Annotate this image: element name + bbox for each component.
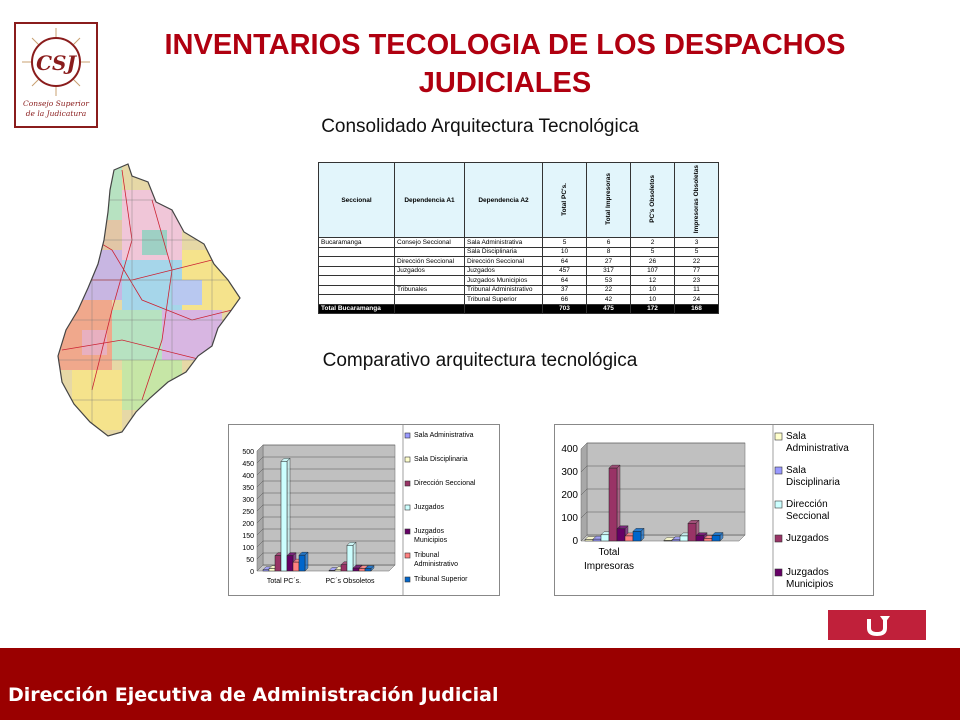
table-cell — [395, 304, 465, 314]
table-cell: 64 — [543, 276, 587, 286]
legend-label: Juzgados — [786, 567, 829, 578]
y-tick-label: 200 — [242, 521, 254, 528]
chart-impresoras-plot — [555, 425, 873, 595]
legend-swatch — [775, 467, 782, 474]
table-cell: Tribunal Superior — [465, 295, 543, 305]
legend-swatch — [405, 481, 410, 486]
section-title-comparativo: Comparativo arquitectura tecnológica — [322, 350, 638, 371]
y-tick-label: 0 — [250, 569, 254, 576]
y-tick-label: 300 — [242, 497, 254, 504]
table-cell: 11 — [675, 285, 719, 295]
table-cell: 27 — [587, 257, 631, 267]
table-cell: Consejo Seccional — [395, 238, 465, 248]
legend-label: Juzgados — [786, 533, 829, 544]
legend-label: Sala — [786, 465, 807, 476]
x-tick-label: Total PC´s. — [266, 578, 302, 585]
bar — [299, 552, 308, 571]
chart-pcs-plot — [229, 425, 499, 595]
legend-label: Tribunal — [414, 552, 440, 559]
table-cell: Dirección Seccional — [465, 257, 543, 267]
table-cell: 53 — [587, 276, 631, 286]
table-cell: 5 — [543, 238, 587, 248]
y-tick-label: 400 — [561, 444, 578, 455]
table-cell — [319, 266, 395, 276]
table-cell: 10 — [631, 295, 675, 305]
csj-logo — [14, 22, 98, 128]
return-button[interactable] — [828, 610, 926, 640]
legend-swatch — [775, 569, 782, 576]
legend-item — [405, 504, 444, 511]
table-cell — [319, 285, 395, 295]
chart-impresoras — [554, 424, 874, 596]
table-cell: 10 — [543, 247, 587, 257]
header-impresoras-obsoletas: Impresoras Obsoletas — [675, 163, 719, 238]
legend-item — [775, 533, 829, 544]
legend-label: Sala Disciplinaria — [414, 456, 468, 463]
table-row — [319, 257, 719, 267]
x-tick-label: Impresoras — [583, 561, 635, 572]
table-cell: 77 — [675, 266, 719, 276]
table-cell: Total Bucaramanga — [319, 304, 395, 314]
table-cell: Juzgados Municipios — [465, 276, 543, 286]
legend-label: Municipios — [786, 579, 834, 590]
legend-label: Municipios — [414, 537, 448, 544]
table-cell: Sala Administrativa — [465, 238, 543, 248]
legend-item — [775, 499, 829, 522]
logo-initials: CSJ — [36, 51, 76, 75]
table-cell: 168 — [675, 304, 719, 314]
legend-item — [405, 456, 468, 463]
table-cell: 66 — [543, 295, 587, 305]
legend-label: Tribunal Superior — [414, 576, 468, 583]
page-title: INVENTARIOS TECOLOGIA DE LOS DESPACHOS JUDICIALES — [164, 29, 846, 99]
table-cell: 317 — [587, 266, 631, 276]
table-cell: 24 — [675, 295, 719, 305]
footer-bar — [0, 648, 960, 720]
legend-label: Administrativo — [414, 561, 458, 568]
table-cell — [395, 295, 465, 305]
legend-label: Administrativa — [786, 443, 849, 454]
region-map — [52, 160, 248, 442]
legend-item — [405, 552, 458, 568]
legend-swatch — [775, 433, 782, 440]
y-tick-label: 350 — [242, 485, 254, 492]
table-cell: 703 — [543, 304, 587, 314]
table-cell: 5 — [675, 247, 719, 257]
legend-swatch — [775, 501, 782, 508]
table-cell — [395, 276, 465, 286]
y-tick-label: 450 — [242, 461, 254, 468]
y-tick-label: 200 — [561, 490, 578, 501]
svg-text:Consejo Superior: Consejo Superior — [23, 99, 89, 108]
table-row — [319, 285, 719, 295]
chart-pcs — [228, 424, 500, 596]
legend-swatch — [405, 433, 410, 438]
y-tick-label: 400 — [242, 473, 254, 480]
legend-label: Disciplinaria — [786, 477, 840, 488]
x-tick-label: PC´s Obsoletos — [325, 578, 375, 585]
table-cell: 10 — [631, 285, 675, 295]
legend-label: Sala Administrativa — [414, 432, 474, 439]
table-cell: Tribunal Administrativo — [465, 285, 543, 295]
legend-swatch — [405, 577, 410, 582]
table-row — [319, 276, 719, 286]
y-tick-label: 100 — [242, 545, 254, 552]
table-total-row — [319, 304, 719, 314]
header-pcs-obsoletos: PC's Obsoletos — [631, 163, 675, 238]
legend-label: Juzgados — [414, 528, 444, 535]
y-tick-label: 150 — [242, 533, 254, 540]
header-dependencia-a1: Dependencia A1 — [395, 163, 465, 238]
legend-label: Juzgados — [414, 504, 444, 511]
table-cell: 37 — [543, 285, 587, 295]
table-cell: 172 — [631, 304, 675, 314]
table-cell: 42 — [587, 295, 631, 305]
legend-item — [405, 480, 476, 487]
table-cell — [319, 295, 395, 305]
table-cell: Tribunales — [395, 285, 465, 295]
table-cell: Juzgados — [395, 266, 465, 276]
legend-label: Dirección Seccional — [414, 480, 476, 487]
legend-item — [405, 432, 474, 439]
table-cell: 107 — [631, 266, 675, 276]
x-tick-label: Total — [598, 547, 620, 558]
inventory-table — [318, 162, 718, 314]
table-cell: 22 — [587, 285, 631, 295]
legend-label: Sala — [786, 431, 807, 442]
table-cell: Sala Disciplinaria — [465, 247, 543, 257]
y-tick-label: 50 — [246, 557, 254, 564]
y-tick-label: 100 — [561, 513, 578, 524]
table-cell: 64 — [543, 257, 587, 267]
table-cell: 457 — [543, 266, 587, 276]
y-tick-label: 500 — [242, 449, 254, 456]
legend-item — [405, 576, 468, 583]
svg-text:de la Judicatura: de la Judicatura — [25, 109, 87, 118]
table-cell: 3 — [675, 238, 719, 248]
table-cell: 5 — [631, 247, 675, 257]
table-cell — [319, 257, 395, 267]
y-tick-label: 300 — [561, 467, 578, 478]
header-seccional: Seccional — [319, 163, 395, 238]
footer-text: Dirección Ejecutiva de Administración Judicial — [8, 684, 499, 706]
table-cell: Bucaramanga — [319, 238, 395, 248]
table-cell: 12 — [631, 276, 675, 286]
bar — [633, 528, 644, 541]
table-cell: 8 — [587, 247, 631, 257]
legend-item — [775, 431, 849, 454]
table-cell — [465, 304, 543, 314]
legend-label: Seccional — [786, 511, 830, 522]
y-tick-label: 0 — [572, 536, 578, 547]
table-cell: 26 — [631, 257, 675, 267]
table-row — [319, 266, 719, 276]
y-tick-label: 250 — [242, 509, 254, 516]
header-total-pcs: Total PC's. — [543, 163, 587, 238]
header-total-impresoras: Total Impresoras — [587, 163, 631, 238]
legend-item — [775, 465, 840, 488]
table-cell: 22 — [675, 257, 719, 267]
legend-swatch — [405, 529, 410, 534]
table-cell: 475 — [587, 304, 631, 314]
legend-swatch — [775, 535, 782, 542]
table-cell — [395, 247, 465, 257]
legend-swatch — [405, 505, 410, 510]
legend-item — [405, 528, 448, 544]
header-dependencia-a2: Dependencia A2 — [465, 163, 543, 238]
legend-swatch — [405, 553, 410, 558]
table-row — [319, 247, 719, 257]
table-header-row — [319, 163, 719, 238]
table-cell: 6 — [587, 238, 631, 248]
table-row — [319, 295, 719, 305]
legend-item — [775, 567, 833, 590]
table-cell — [319, 276, 395, 286]
return-arrow-icon — [828, 610, 926, 640]
table-cell: Dirección Seccional — [395, 257, 465, 267]
table-cell: 2 — [631, 238, 675, 248]
table-cell: Juzgados — [465, 266, 543, 276]
table-cell: 23 — [675, 276, 719, 286]
table-row — [319, 238, 719, 248]
table-cell — [319, 247, 395, 257]
section-title-consolidado: Consolidado Arquitectura Tecnológica — [321, 116, 639, 137]
legend-label: Dirección — [786, 499, 828, 510]
legend-swatch — [405, 457, 410, 462]
bar — [712, 532, 723, 541]
